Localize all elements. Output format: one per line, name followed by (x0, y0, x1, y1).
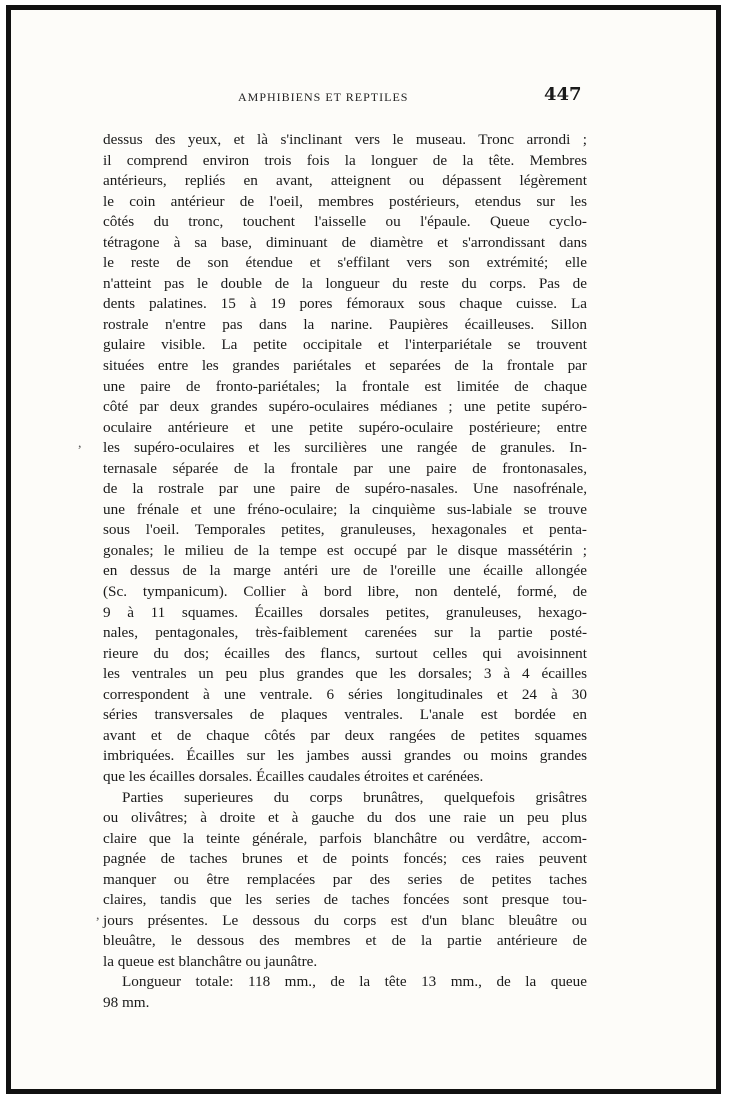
page-number: 447 (544, 84, 582, 105)
text-line: 98 mm. (103, 993, 150, 1011)
text-line: gonales; le milieu de la tempe est occupé par le disque massétérin ; (103, 541, 587, 559)
text-line: le coin antérieur de l'oeil, membres postérieurs, etendus sur les (103, 192, 587, 210)
text-line: manquer ou être remplacées par des series de petites taches (103, 870, 587, 888)
text-line: séries transversales de plaques ventrales. L'anale est bordée en (103, 706, 587, 724)
text-line: dents palatines. 15 à 19 pores fémoraux sous chaque cuisse. La (103, 295, 587, 313)
text-line: avant et de chaque côtés par deux rangées de petites squames (103, 726, 587, 744)
text-line: nales, pentagonales, très-faiblement carenées sur la partie posté- (103, 624, 587, 642)
text-line: de la rostrale par une paire de supéro-nasales. Une nasofrénale, (103, 480, 587, 498)
text-line: rieure du dos; écailles des flancs, surtout celles qui avoisinnent (103, 644, 587, 662)
text-line: n'atteint pas le double de la longueur du reste du corps. Pas de (103, 274, 587, 292)
text-line: les ventrales un peu plus grandes que les dorsales; 3 à 4 écailles (103, 665, 587, 683)
text-line: 9 à 11 squames. Écailles dorsales petites, granuleuses, hexago- (103, 603, 587, 621)
text-line: la queue est blanchâtre ou jaunâtre. (103, 952, 318, 970)
text-line: ou olivâtres; à droite et à gauche du dos une raie un peu plus (103, 809, 587, 827)
text-line: en dessus de la marge antéri ure de l'oreille une écaille allongée (103, 562, 587, 580)
text-line: oculaire antérieure et une petite supéro-oculaire postérieure; entre (103, 418, 587, 436)
paragraph (103, 972, 587, 1013)
running-title: AMPHIBIENS ET REPTILES (238, 90, 409, 104)
body-text (103, 130, 587, 1014)
text-line: côté par deux grandes supéro-oculaires médianes ; une petite supéro- (103, 398, 587, 416)
text-line: jours présentes. Le dessous du corps est d'un blanc bleuâtre ou (103, 911, 587, 929)
text-line: pagnée de taches brunes et de points foncés; ces raies peuvent (103, 850, 587, 868)
text-line: rostrale n'entre pas dans la narine. Paupières écailleuses. Sillon (103, 315, 587, 333)
text-line: correspondent à une ventrale. 6 séries longitudinales et 24 à 30 (103, 685, 587, 703)
text-line: situées entre les grandes pariétales et separées de la frontale par (103, 357, 587, 375)
paragraph (103, 130, 587, 788)
text-line: gulaire visible. La petite occipitale et l'interpariétale se trouvent (103, 336, 587, 354)
margin-mark: , (78, 436, 82, 451)
text-line: le reste de son étendue et s'effilant vers son extrémité; elle (103, 254, 587, 272)
text-line: ternasale séparée de la frontale par une paire de frontonasales, (103, 459, 587, 477)
text-line: les supéro-oculaires et les surcilières une rangée de granules. In- (103, 439, 587, 457)
text-line: sous l'oeil. Temporales petites, granuleuses, hexagonales et penta- (103, 521, 587, 539)
margin-mark: , (96, 908, 100, 923)
text-line: antérieurs, repliés en avant, atteignent ou dépassent légèrement (103, 172, 587, 190)
text-line: Parties superieures du corps brunâtres, quelquefois grisâtres (122, 788, 587, 806)
text-line: claires, tandis que les series de taches foncées sont presque tou- (103, 891, 587, 909)
text-line: Longueur totale: 118 mm., de la tête 13 mm., de la queue (122, 973, 587, 991)
text-line: (Sc. tympanicum). Collier à bord libre, non dentelé, formé, de (103, 583, 587, 601)
text-line: imbriquées. Écailles sur les jambes aussi grandes ou moins grandes (103, 747, 587, 765)
text-line: dessus des yeux, et là s'inclinant vers le museau. Tronc arrondi ; (103, 131, 587, 148)
text-line: il comprend environ trois fois la longuer de la tête. Membres (103, 151, 587, 169)
text-line: que les écailles dorsales. Écailles caudales étroites et carénées. (103, 767, 484, 785)
text-line: bleuâtre, le dessous des membres et de la partie antérieure de (103, 932, 587, 950)
text-line: claire que la teinte générale, parfois blanchâtre ou verdâtre, accom- (103, 829, 587, 847)
text-line: tétragone à sa base, diminuant de diamètre et s'arrondissant dans (103, 233, 587, 251)
paragraph (103, 788, 587, 973)
text-line: une frénale et une fréno-oculaire; la cinquième sus-labiale se trouve (103, 500, 587, 518)
text-line: une paire de fronto-pariétales; la frontale est limitée de chaque (103, 377, 587, 395)
text-line: côtés du tronc, touchent l'aisselle ou l'épaule. Queue cyclo- (103, 213, 587, 231)
